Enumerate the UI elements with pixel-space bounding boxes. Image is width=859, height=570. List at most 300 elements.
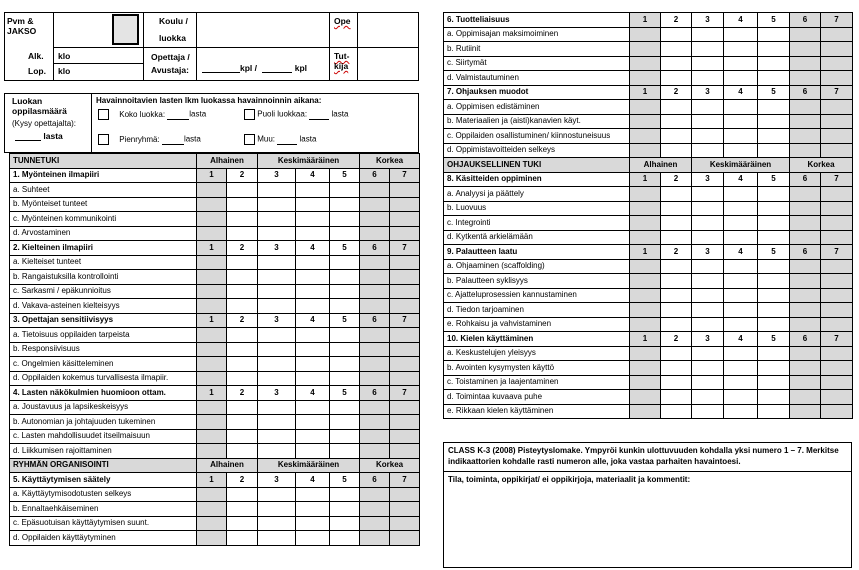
indicator-mark-cell[interactable] (227, 444, 258, 459)
score-4-option[interactable]: 4 (296, 473, 330, 488)
indicator-mark-cell[interactable] (630, 375, 661, 390)
score-7-option[interactable]: 7 (390, 313, 420, 328)
indicator-mark-cell[interactable] (227, 342, 258, 357)
option-muu[interactable]: Muu: lasta (244, 134, 316, 145)
indicator-mark-cell[interactable] (630, 27, 661, 42)
indicator-mark-cell[interactable] (197, 270, 227, 285)
score-2-option[interactable]: 2 (227, 313, 258, 328)
score-4-option[interactable]: 4 (296, 168, 330, 183)
indicator-mark-cell[interactable] (630, 288, 661, 303)
indicator-mark-cell[interactable] (330, 342, 360, 357)
score-2-option[interactable]: 2 (661, 172, 692, 187)
score-5-option[interactable]: 5 (330, 168, 360, 183)
indicator-mark-cell[interactable] (330, 415, 360, 430)
score-4-option[interactable]: 4 (724, 85, 758, 100)
indicator-mark-cell[interactable] (821, 143, 853, 158)
indicator-mark-cell[interactable] (360, 226, 390, 241)
klo-end-field[interactable]: klo (58, 66, 71, 76)
indicator-mark-cell[interactable] (821, 274, 853, 289)
indicator-mark-cell[interactable] (758, 129, 790, 144)
indicator-mark-cell[interactable] (758, 303, 790, 318)
indicator-mark-cell[interactable] (197, 502, 227, 517)
indicator-mark-cell[interactable] (692, 216, 724, 231)
indicator-mark-cell[interactable] (630, 303, 661, 318)
indicator-mark-cell[interactable] (821, 303, 853, 318)
score-1-option[interactable]: 1 (630, 245, 661, 260)
score-6-option[interactable]: 6 (360, 168, 390, 183)
score-6-option[interactable]: 6 (790, 172, 821, 187)
indicator-mark-cell[interactable] (692, 361, 724, 376)
indicator-mark-cell[interactable] (790, 27, 821, 42)
klo-start-field[interactable]: klo (58, 51, 71, 61)
muu-checkbox[interactable] (244, 134, 255, 145)
indicator-mark-cell[interactable] (821, 361, 853, 376)
indicator-mark-cell[interactable] (724, 216, 758, 231)
indicator-mark-cell[interactable] (661, 404, 692, 419)
indicator-mark-cell[interactable] (692, 56, 724, 71)
indicator-mark-cell[interactable] (790, 187, 821, 202)
indicator-mark-cell[interactable] (758, 230, 790, 245)
score-2-option[interactable]: 2 (661, 13, 692, 28)
indicator-mark-cell[interactable] (724, 375, 758, 390)
score-6-option[interactable]: 6 (360, 386, 390, 401)
indicator-mark-cell[interactable] (360, 357, 390, 372)
indicator-mark-cell[interactable] (360, 531, 390, 546)
score-2-option[interactable]: 2 (227, 241, 258, 256)
indicator-mark-cell[interactable] (661, 230, 692, 245)
indicator-mark-cell[interactable] (258, 270, 296, 285)
indicator-mark-cell[interactable] (758, 201, 790, 216)
indicator-mark-cell[interactable] (692, 129, 724, 144)
indicator-mark-cell[interactable] (227, 226, 258, 241)
indicator-mark-cell[interactable] (661, 129, 692, 144)
indicator-mark-cell[interactable] (630, 317, 661, 332)
indicator-mark-cell[interactable] (227, 284, 258, 299)
indicator-mark-cell[interactable] (390, 342, 420, 357)
indicator-mark-cell[interactable] (360, 284, 390, 299)
indicator-mark-cell[interactable] (790, 274, 821, 289)
indicator-mark-cell[interactable] (661, 216, 692, 231)
indicator-mark-cell[interactable] (630, 143, 661, 158)
indicator-mark-cell[interactable] (758, 274, 790, 289)
score-6-option[interactable]: 6 (360, 313, 390, 328)
score-2-option[interactable]: 2 (227, 473, 258, 488)
indicator-mark-cell[interactable] (197, 357, 227, 372)
indicator-mark-cell[interactable] (227, 487, 258, 502)
indicator-mark-cell[interactable] (821, 42, 853, 57)
indicator-mark-cell[interactable] (661, 274, 692, 289)
indicator-mark-cell[interactable] (724, 114, 758, 129)
indicator-mark-cell[interactable] (661, 143, 692, 158)
indicator-mark-cell[interactable] (296, 226, 330, 241)
indicator-mark-cell[interactable] (790, 216, 821, 231)
indicator-mark-cell[interactable] (390, 226, 420, 241)
indicator-mark-cell[interactable] (390, 197, 420, 212)
indicator-mark-cell[interactable] (758, 288, 790, 303)
score-3-option[interactable]: 3 (692, 332, 724, 347)
indicator-mark-cell[interactable] (227, 183, 258, 198)
indicator-mark-cell[interactable] (390, 328, 420, 343)
indicator-mark-cell[interactable] (821, 27, 853, 42)
indicator-mark-cell[interactable] (692, 27, 724, 42)
score-5-option[interactable]: 5 (330, 313, 360, 328)
indicator-mark-cell[interactable] (330, 516, 360, 531)
indicator-mark-cell[interactable] (330, 429, 360, 444)
indicator-mark-cell[interactable] (296, 299, 330, 314)
indicator-mark-cell[interactable] (661, 114, 692, 129)
indicator-mark-cell[interactable] (661, 27, 692, 42)
indicator-mark-cell[interactable] (630, 404, 661, 419)
indicator-mark-cell[interactable] (227, 328, 258, 343)
score-5-option[interactable]: 5 (758, 13, 790, 28)
score-3-option[interactable]: 3 (258, 313, 296, 328)
score-3-option[interactable]: 3 (258, 241, 296, 256)
indicator-mark-cell[interactable] (790, 114, 821, 129)
indicator-mark-cell[interactable] (227, 516, 258, 531)
indicator-mark-cell[interactable] (692, 114, 724, 129)
score-3-option[interactable]: 3 (258, 386, 296, 401)
indicator-mark-cell[interactable] (360, 371, 390, 386)
indicator-mark-cell[interactable] (661, 187, 692, 202)
indicator-mark-cell[interactable] (821, 216, 853, 231)
score-2-option[interactable]: 2 (661, 85, 692, 100)
indicator-mark-cell[interactable] (661, 259, 692, 274)
indicator-mark-cell[interactable] (390, 429, 420, 444)
indicator-mark-cell[interactable] (360, 444, 390, 459)
score-1-option[interactable]: 1 (630, 332, 661, 347)
score-1-option[interactable]: 1 (630, 13, 661, 28)
indicator-mark-cell[interactable] (630, 201, 661, 216)
indicator-mark-cell[interactable] (692, 71, 724, 86)
comments-area[interactable] (445, 488, 850, 566)
indicator-mark-cell[interactable] (630, 100, 661, 115)
indicator-mark-cell[interactable] (360, 400, 390, 415)
score-1-option[interactable]: 1 (197, 168, 227, 183)
indicator-mark-cell[interactable] (330, 531, 360, 546)
score-5-option[interactable]: 5 (758, 332, 790, 347)
class-size-field[interactable]: lasta (15, 131, 63, 141)
score-7-option[interactable]: 7 (390, 473, 420, 488)
indicator-mark-cell[interactable] (724, 288, 758, 303)
indicator-mark-cell[interactable] (758, 361, 790, 376)
score-7-option[interactable]: 7 (390, 241, 420, 256)
score-2-option[interactable]: 2 (227, 386, 258, 401)
score-6-option[interactable]: 6 (790, 332, 821, 347)
puoli-checkbox[interactable] (244, 109, 255, 120)
indicator-mark-cell[interactable] (258, 371, 296, 386)
indicator-mark-cell[interactable] (197, 487, 227, 502)
indicator-mark-cell[interactable] (227, 299, 258, 314)
indicator-mark-cell[interactable] (661, 346, 692, 361)
indicator-mark-cell[interactable] (360, 212, 390, 227)
indicator-mark-cell[interactable] (227, 371, 258, 386)
indicator-mark-cell[interactable] (661, 100, 692, 115)
indicator-mark-cell[interactable] (821, 201, 853, 216)
indicator-mark-cell[interactable] (790, 404, 821, 419)
indicator-mark-cell[interactable] (790, 346, 821, 361)
indicator-mark-cell[interactable] (821, 56, 853, 71)
score-6-option[interactable]: 6 (360, 473, 390, 488)
indicator-mark-cell[interactable] (330, 444, 360, 459)
indicator-mark-cell[interactable] (330, 197, 360, 212)
score-5-option[interactable]: 5 (758, 172, 790, 187)
indicator-mark-cell[interactable] (258, 487, 296, 502)
indicator-mark-cell[interactable] (724, 71, 758, 86)
indicator-mark-cell[interactable] (390, 299, 420, 314)
score-5-option[interactable]: 5 (330, 241, 360, 256)
score-4-option[interactable]: 4 (724, 245, 758, 260)
indicator-mark-cell[interactable] (258, 299, 296, 314)
indicator-mark-cell[interactable] (227, 531, 258, 546)
score-1-option[interactable]: 1 (197, 386, 227, 401)
indicator-mark-cell[interactable] (724, 42, 758, 57)
indicator-mark-cell[interactable] (758, 71, 790, 86)
indicator-mark-cell[interactable] (790, 42, 821, 57)
indicator-mark-cell[interactable] (630, 71, 661, 86)
score-4-option[interactable]: 4 (296, 386, 330, 401)
score-1-option[interactable]: 1 (630, 172, 661, 187)
indicator-mark-cell[interactable] (790, 201, 821, 216)
indicator-mark-cell[interactable] (790, 288, 821, 303)
indicator-mark-cell[interactable] (790, 100, 821, 115)
indicator-mark-cell[interactable] (197, 516, 227, 531)
indicator-mark-cell[interactable] (758, 346, 790, 361)
indicator-mark-cell[interactable] (692, 375, 724, 390)
indicator-mark-cell[interactable] (360, 342, 390, 357)
indicator-mark-cell[interactable] (821, 114, 853, 129)
indicator-mark-cell[interactable] (258, 183, 296, 198)
indicator-mark-cell[interactable] (630, 129, 661, 144)
indicator-mark-cell[interactable] (330, 502, 360, 517)
indicator-mark-cell[interactable] (692, 259, 724, 274)
indicator-mark-cell[interactable] (258, 255, 296, 270)
indicator-mark-cell[interactable] (258, 284, 296, 299)
score-4-option[interactable]: 4 (724, 13, 758, 28)
score-5-option[interactable]: 5 (330, 473, 360, 488)
indicator-mark-cell[interactable] (390, 183, 420, 198)
indicator-mark-cell[interactable] (758, 375, 790, 390)
indicator-mark-cell[interactable] (296, 400, 330, 415)
indicator-mark-cell[interactable] (630, 230, 661, 245)
indicator-mark-cell[interactable] (330, 255, 360, 270)
indicator-mark-cell[interactable] (390, 415, 420, 430)
indicator-mark-cell[interactable] (821, 187, 853, 202)
indicator-mark-cell[interactable] (724, 143, 758, 158)
score-3-option[interactable]: 3 (258, 473, 296, 488)
indicator-mark-cell[interactable] (197, 212, 227, 227)
indicator-mark-cell[interactable] (330, 328, 360, 343)
indicator-mark-cell[interactable] (724, 187, 758, 202)
indicator-mark-cell[interactable] (227, 197, 258, 212)
indicator-mark-cell[interactable] (227, 212, 258, 227)
indicator-mark-cell[interactable] (197, 197, 227, 212)
indicator-mark-cell[interactable] (790, 129, 821, 144)
indicator-mark-cell[interactable] (692, 201, 724, 216)
indicator-mark-cell[interactable] (630, 274, 661, 289)
option-koko[interactable]: Koko luokka: lasta (98, 109, 206, 120)
indicator-mark-cell[interactable] (197, 531, 227, 546)
indicator-mark-cell[interactable] (197, 400, 227, 415)
option-puoli[interactable]: Puoli luokkaa: lasta (244, 109, 348, 120)
indicator-mark-cell[interactable] (790, 56, 821, 71)
indicator-mark-cell[interactable] (630, 114, 661, 129)
indicator-mark-cell[interactable] (758, 143, 790, 158)
indicator-mark-cell[interactable] (258, 444, 296, 459)
indicator-mark-cell[interactable] (296, 212, 330, 227)
indicator-mark-cell[interactable] (330, 299, 360, 314)
indicator-mark-cell[interactable] (661, 361, 692, 376)
indicator-mark-cell[interactable] (296, 284, 330, 299)
indicator-mark-cell[interactable] (390, 357, 420, 372)
score-4-option[interactable]: 4 (724, 172, 758, 187)
indicator-mark-cell[interactable] (258, 212, 296, 227)
indicator-mark-cell[interactable] (197, 444, 227, 459)
indicator-mark-cell[interactable] (758, 56, 790, 71)
indicator-mark-cell[interactable] (197, 415, 227, 430)
indicator-mark-cell[interactable] (790, 143, 821, 158)
score-3-option[interactable]: 3 (692, 85, 724, 100)
indicator-mark-cell[interactable] (661, 317, 692, 332)
indicator-mark-cell[interactable] (258, 415, 296, 430)
indicator-mark-cell[interactable] (197, 284, 227, 299)
indicator-mark-cell[interactable] (227, 357, 258, 372)
indicator-mark-cell[interactable] (360, 299, 390, 314)
indicator-mark-cell[interactable] (330, 487, 360, 502)
score-2-option[interactable]: 2 (227, 168, 258, 183)
indicator-mark-cell[interactable] (390, 270, 420, 285)
indicator-mark-cell[interactable] (360, 328, 390, 343)
indicator-mark-cell[interactable] (197, 226, 227, 241)
indicator-mark-cell[interactable] (227, 400, 258, 415)
indicator-mark-cell[interactable] (821, 230, 853, 245)
score-3-option[interactable]: 3 (692, 245, 724, 260)
indicator-mark-cell[interactable] (630, 390, 661, 405)
indicator-mark-cell[interactable] (821, 346, 853, 361)
indicator-mark-cell[interactable] (692, 303, 724, 318)
indicator-mark-cell[interactable] (692, 230, 724, 245)
indicator-mark-cell[interactable] (790, 230, 821, 245)
indicator-mark-cell[interactable] (296, 444, 330, 459)
indicator-mark-cell[interactable] (661, 390, 692, 405)
indicator-mark-cell[interactable] (258, 516, 296, 531)
indicator-mark-cell[interactable] (227, 415, 258, 430)
indicator-mark-cell[interactable] (692, 317, 724, 332)
indicator-mark-cell[interactable] (360, 183, 390, 198)
indicator-mark-cell[interactable] (758, 100, 790, 115)
indicator-mark-cell[interactable] (296, 255, 330, 270)
indicator-mark-cell[interactable] (724, 274, 758, 289)
indicator-mark-cell[interactable] (724, 390, 758, 405)
indicator-mark-cell[interactable] (758, 216, 790, 231)
score-6-option[interactable]: 6 (790, 85, 821, 100)
indicator-mark-cell[interactable] (724, 346, 758, 361)
indicator-mark-cell[interactable] (296, 415, 330, 430)
score-3-option[interactable]: 3 (692, 13, 724, 28)
indicator-mark-cell[interactable] (790, 71, 821, 86)
indicator-mark-cell[interactable] (692, 288, 724, 303)
indicator-mark-cell[interactable] (197, 183, 227, 198)
indicator-mark-cell[interactable] (630, 42, 661, 57)
indicator-mark-cell[interactable] (692, 143, 724, 158)
indicator-mark-cell[interactable] (630, 259, 661, 274)
score-4-option[interactable]: 4 (724, 332, 758, 347)
indicator-mark-cell[interactable] (390, 516, 420, 531)
score-7-option[interactable]: 7 (821, 85, 853, 100)
koko-checkbox[interactable] (98, 109, 109, 120)
indicator-mark-cell[interactable] (724, 361, 758, 376)
indicator-mark-cell[interactable] (296, 270, 330, 285)
indicator-mark-cell[interactable] (227, 429, 258, 444)
indicator-mark-cell[interactable] (758, 259, 790, 274)
indicator-mark-cell[interactable] (758, 404, 790, 419)
score-1-option[interactable]: 1 (197, 241, 227, 256)
indicator-mark-cell[interactable] (258, 328, 296, 343)
indicator-mark-cell[interactable] (630, 216, 661, 231)
indicator-mark-cell[interactable] (360, 429, 390, 444)
score-3-option[interactable]: 3 (258, 168, 296, 183)
indicator-mark-cell[interactable] (330, 183, 360, 198)
indicator-mark-cell[interactable] (330, 270, 360, 285)
indicator-mark-cell[interactable] (390, 487, 420, 502)
indicator-mark-cell[interactable] (258, 429, 296, 444)
score-4-option[interactable]: 4 (296, 241, 330, 256)
indicator-mark-cell[interactable] (197, 371, 227, 386)
indicator-mark-cell[interactable] (227, 502, 258, 517)
indicator-mark-cell[interactable] (821, 317, 853, 332)
indicator-mark-cell[interactable] (296, 516, 330, 531)
indicator-mark-cell[interactable] (330, 226, 360, 241)
score-6-option[interactable]: 6 (790, 13, 821, 28)
score-1-option[interactable]: 1 (630, 85, 661, 100)
indicator-mark-cell[interactable] (296, 183, 330, 198)
score-7-option[interactable]: 7 (390, 386, 420, 401)
score-2-option[interactable]: 2 (661, 245, 692, 260)
kpl-fields[interactable]: kpl / kpl (202, 63, 307, 73)
indicator-mark-cell[interactable] (296, 502, 330, 517)
score-4-option[interactable]: 4 (296, 313, 330, 328)
indicator-mark-cell[interactable] (790, 390, 821, 405)
indicator-mark-cell[interactable] (360, 255, 390, 270)
score-7-option[interactable]: 7 (821, 172, 853, 187)
score-7-option[interactable]: 7 (821, 332, 853, 347)
indicator-mark-cell[interactable] (390, 371, 420, 386)
indicator-mark-cell[interactable] (296, 342, 330, 357)
indicator-mark-cell[interactable] (821, 259, 853, 274)
indicator-mark-cell[interactable] (630, 346, 661, 361)
score-3-option[interactable]: 3 (692, 172, 724, 187)
indicator-mark-cell[interactable] (692, 42, 724, 57)
score-6-option[interactable]: 6 (790, 245, 821, 260)
indicator-mark-cell[interactable] (821, 71, 853, 86)
indicator-mark-cell[interactable] (258, 226, 296, 241)
indicator-mark-cell[interactable] (330, 371, 360, 386)
indicator-mark-cell[interactable] (296, 357, 330, 372)
indicator-mark-cell[interactable] (821, 390, 853, 405)
indicator-mark-cell[interactable] (296, 531, 330, 546)
indicator-mark-cell[interactable] (661, 201, 692, 216)
indicator-mark-cell[interactable] (821, 404, 853, 419)
indicator-mark-cell[interactable] (821, 100, 853, 115)
indicator-mark-cell[interactable] (724, 56, 758, 71)
score-2-option[interactable]: 2 (661, 332, 692, 347)
indicator-mark-cell[interactable] (330, 284, 360, 299)
indicator-mark-cell[interactable] (296, 197, 330, 212)
indicator-mark-cell[interactable] (758, 187, 790, 202)
indicator-mark-cell[interactable] (661, 71, 692, 86)
indicator-mark-cell[interactable] (724, 201, 758, 216)
indicator-mark-cell[interactable] (692, 404, 724, 419)
indicator-mark-cell[interactable] (758, 27, 790, 42)
